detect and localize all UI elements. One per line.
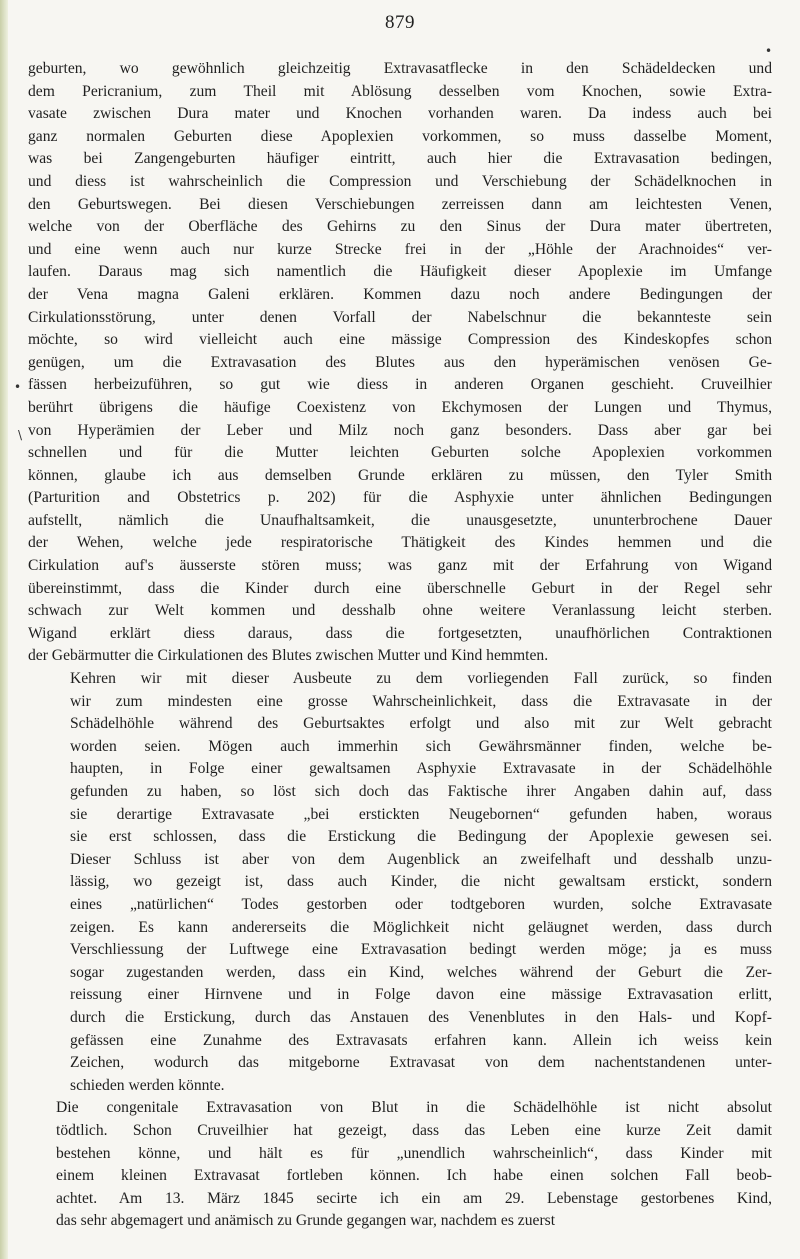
text-line: (Parturition and Obstetrics p. 202) für die Asphyxie unter ähnlichen Bedingungen xyxy=(28,489,772,507)
text-line: Kehren wir mit dieser Ausbeute zu dem vorliegenden Fall zurück, so finden xyxy=(70,670,772,688)
text-line: tödtlich. Schon Cruveilhier hat gezeigt, dass das Leben eine kurze Zeit damit xyxy=(56,1121,772,1139)
text-line: wir zum mindesten eine grosse Wahrscheinlichkeit, dass die Extravasate in der xyxy=(70,692,772,710)
text-line: und diess ist wahrscheinlich die Compression und Verschiebung der Schädelknochen in xyxy=(28,172,772,190)
text-line: Dieser Schluss ist aber von dem Augenblick an zweifelhaft und desshalb unzu- xyxy=(70,850,772,868)
text-line: schwach zur Welt kommen und desshalb ohne weitere Veranlassung leicht sterben. xyxy=(28,602,772,620)
text-line: Wigand erklärt diess daraus, dass die fortgesetzten, unaufhörlichen Contraktionen xyxy=(28,624,772,642)
text-line: schieden werden könnte. xyxy=(70,1076,225,1094)
margin-dot: • xyxy=(765,44,773,58)
text-line: der Gebärmutter die Cirkulationen des Blutes zwischen Mutter und Kind hemmten. xyxy=(28,647,549,665)
text-line: schnellen und für die Mutter leichten Geburten solche Apoplexien vorkommen xyxy=(28,444,772,462)
text-line: gefunden zu haben, so löst sich doch das Faktische ihrer Angaben dahin auf, dass xyxy=(70,783,772,800)
text-line: übereinstimmt, dass die Kinder durch eine überschnelle Geburt in der Regel sehr xyxy=(28,579,772,597)
text-line: laufen. Daraus mag sich namentlich die Häufigkeit dieser Apoplexie im Umfange xyxy=(28,263,772,281)
text-line: der Vena magna Galeni erklären. Kommen dazu noch andere Bedingungen der xyxy=(28,285,772,303)
page-number: 879 xyxy=(385,12,415,33)
text-line: fässen herbeizuführen, so gut wie diess in anderen Organen geschieht. Cruveilhier xyxy=(28,376,772,394)
text-line: möchte, so wird vielleicht auch eine mässige Compression des Kindeskopfes schon xyxy=(28,331,772,349)
text-line: das sehr abgemagert und anämisch zu Grunde gegangen war, nachdem es zuerst xyxy=(56,1212,556,1230)
text-line: achtet. Am 13. März 1845 secirte ich ein am 29. Lebenstage gestorbenes Kind, xyxy=(56,1189,772,1207)
text-line: berührt übrigens die häufige Coexistenz von Ekchymosen der Lungen und Thymus, xyxy=(28,398,772,416)
text-line: zeigen. Es kann andererseits die Möglichkeit nicht geläugnet werden, dass durch xyxy=(70,918,772,936)
text-line: genügen, um die Extravasation des Blutes aus den hyperämischen venösen Ge- xyxy=(28,353,772,371)
text-line: sogar zugestanden werden, dass ein Kind, welches während der Geburt die Zer- xyxy=(70,963,772,981)
margin-stroke-left: \ xyxy=(18,428,23,442)
page-edge-shadow xyxy=(0,0,8,1259)
text-line: was bei Zangengeburten häufiger eintritt, auch hier die Extravasation bedingen, xyxy=(28,150,772,168)
paragraph-2 xyxy=(28,668,772,1097)
text-line: den Geburtswegen. Bei diesen Verschiebungen zerreissen dann am leichtesten Venen, xyxy=(28,195,772,213)
text-line: Die congenitale Extravasation von Blut in die Schädelhöhle ist nicht absolut xyxy=(56,1099,772,1117)
text-line: sie derartige Extravasate „bei erstickten Neugebornen“ gefunden haben, woraus xyxy=(70,805,772,823)
margin-dot-left: • xyxy=(14,380,22,394)
text-line: welche von der Oberfläche des Gehirns zu den Sinus der Dura mater übertreten, xyxy=(28,218,772,236)
text-line: und eine wenn auch nur kurze Strecke frei in der „Höhle der Arachnoides“ ver- xyxy=(28,240,772,258)
text-line: reissung einer Hirnvene und in Folge davon eine mässige Extravasation erlitt, xyxy=(70,986,772,1004)
text-line: worden seien. Mögen auch immerhin sich Gewährsmänner finden, welche be- xyxy=(70,737,772,755)
text-line: Zeichen, wodurch das mitgeborne Extravasat von dem nachentstandenen unter- xyxy=(70,1054,772,1072)
text-line: lässig, wo gezeigt ist, dass auch Kinder, die nicht gewaltsam erstickt, sondern xyxy=(70,873,772,891)
text-line: Verschliessung der Luftwege eine Extravasation bedingt werden möge; ja es muss xyxy=(70,941,772,959)
paragraph-1 xyxy=(28,58,772,668)
text-line: ganz normalen Geburten diese Apoplexien vorkommen, so muss dasselbe Moment, xyxy=(28,127,772,145)
text-line: können, glaube ich aus demselben Grunde erklären zu müssen, den Tyler Smith xyxy=(28,466,772,484)
text-line: geburten, wo gewöhnlich gleichzeitig Extravasatflecke in den Schädeldecken und xyxy=(28,60,772,77)
text-line: Cirkulationsstörung, unter denen Vorfall der Nabelschnur die bekannteste sein xyxy=(28,308,772,326)
text-line: gefässen eine Zunahme des Extravasats erfahren kann. Allein ich weiss kein xyxy=(70,1031,772,1049)
text-line: aufstellt, nämlich die Unaufhaltsamkeit, die unausgesetzte, ununterbrochene Dauer xyxy=(28,511,772,529)
text-line: der Wehen, welche jede respiratorische Thätigkeit des Kindes hemmen und die xyxy=(28,534,772,552)
text-line: einem kleinen Extravasat fortleben können. Ich habe einen solchen Fall beob- xyxy=(56,1167,772,1185)
text-line: bestehen könne, und hält es für „unendlich wahrscheinlich“, dass Kinder mit xyxy=(56,1144,772,1162)
text-line: Schädelhöhle während des Geburtsaktes erfolgt und also mit zur Welt gebracht xyxy=(70,715,772,733)
text-line: durch die Erstickung, durch das Anstauen des Venenblutes in den Hals- und Kopf- xyxy=(70,1008,772,1026)
text-line: sie erst schlossen, dass die Erstickung die Bedingung der Apoplexie gewesen sei. xyxy=(70,828,772,846)
body-text xyxy=(28,58,772,1233)
text-line: dem Pericranium, zum Theil mit Ablösung desselben vom Knochen, sowie Extra- xyxy=(28,82,772,100)
text-line: eines „natürlichen“ Todes gestorben oder todtgeboren wurden, solche Extravasate xyxy=(70,895,772,913)
text-line: haupten, in Folge einer gewaltsamen Asphyxie Extravasate in der Schädelhöhle xyxy=(70,760,772,778)
paragraph-3 xyxy=(28,1097,772,1233)
text-line: vasate zwischen Dura mater und Knochen vorhanden waren. Da indess auch bei xyxy=(28,105,772,123)
text-line: Cirkulation auf's äusserste stören muss; was ganz mit der Erfahrung von Wigand xyxy=(28,557,772,575)
text-line: von Hyperämien der Leber und Milz noch ganz besonders. Dass aber gar bei xyxy=(28,421,772,439)
